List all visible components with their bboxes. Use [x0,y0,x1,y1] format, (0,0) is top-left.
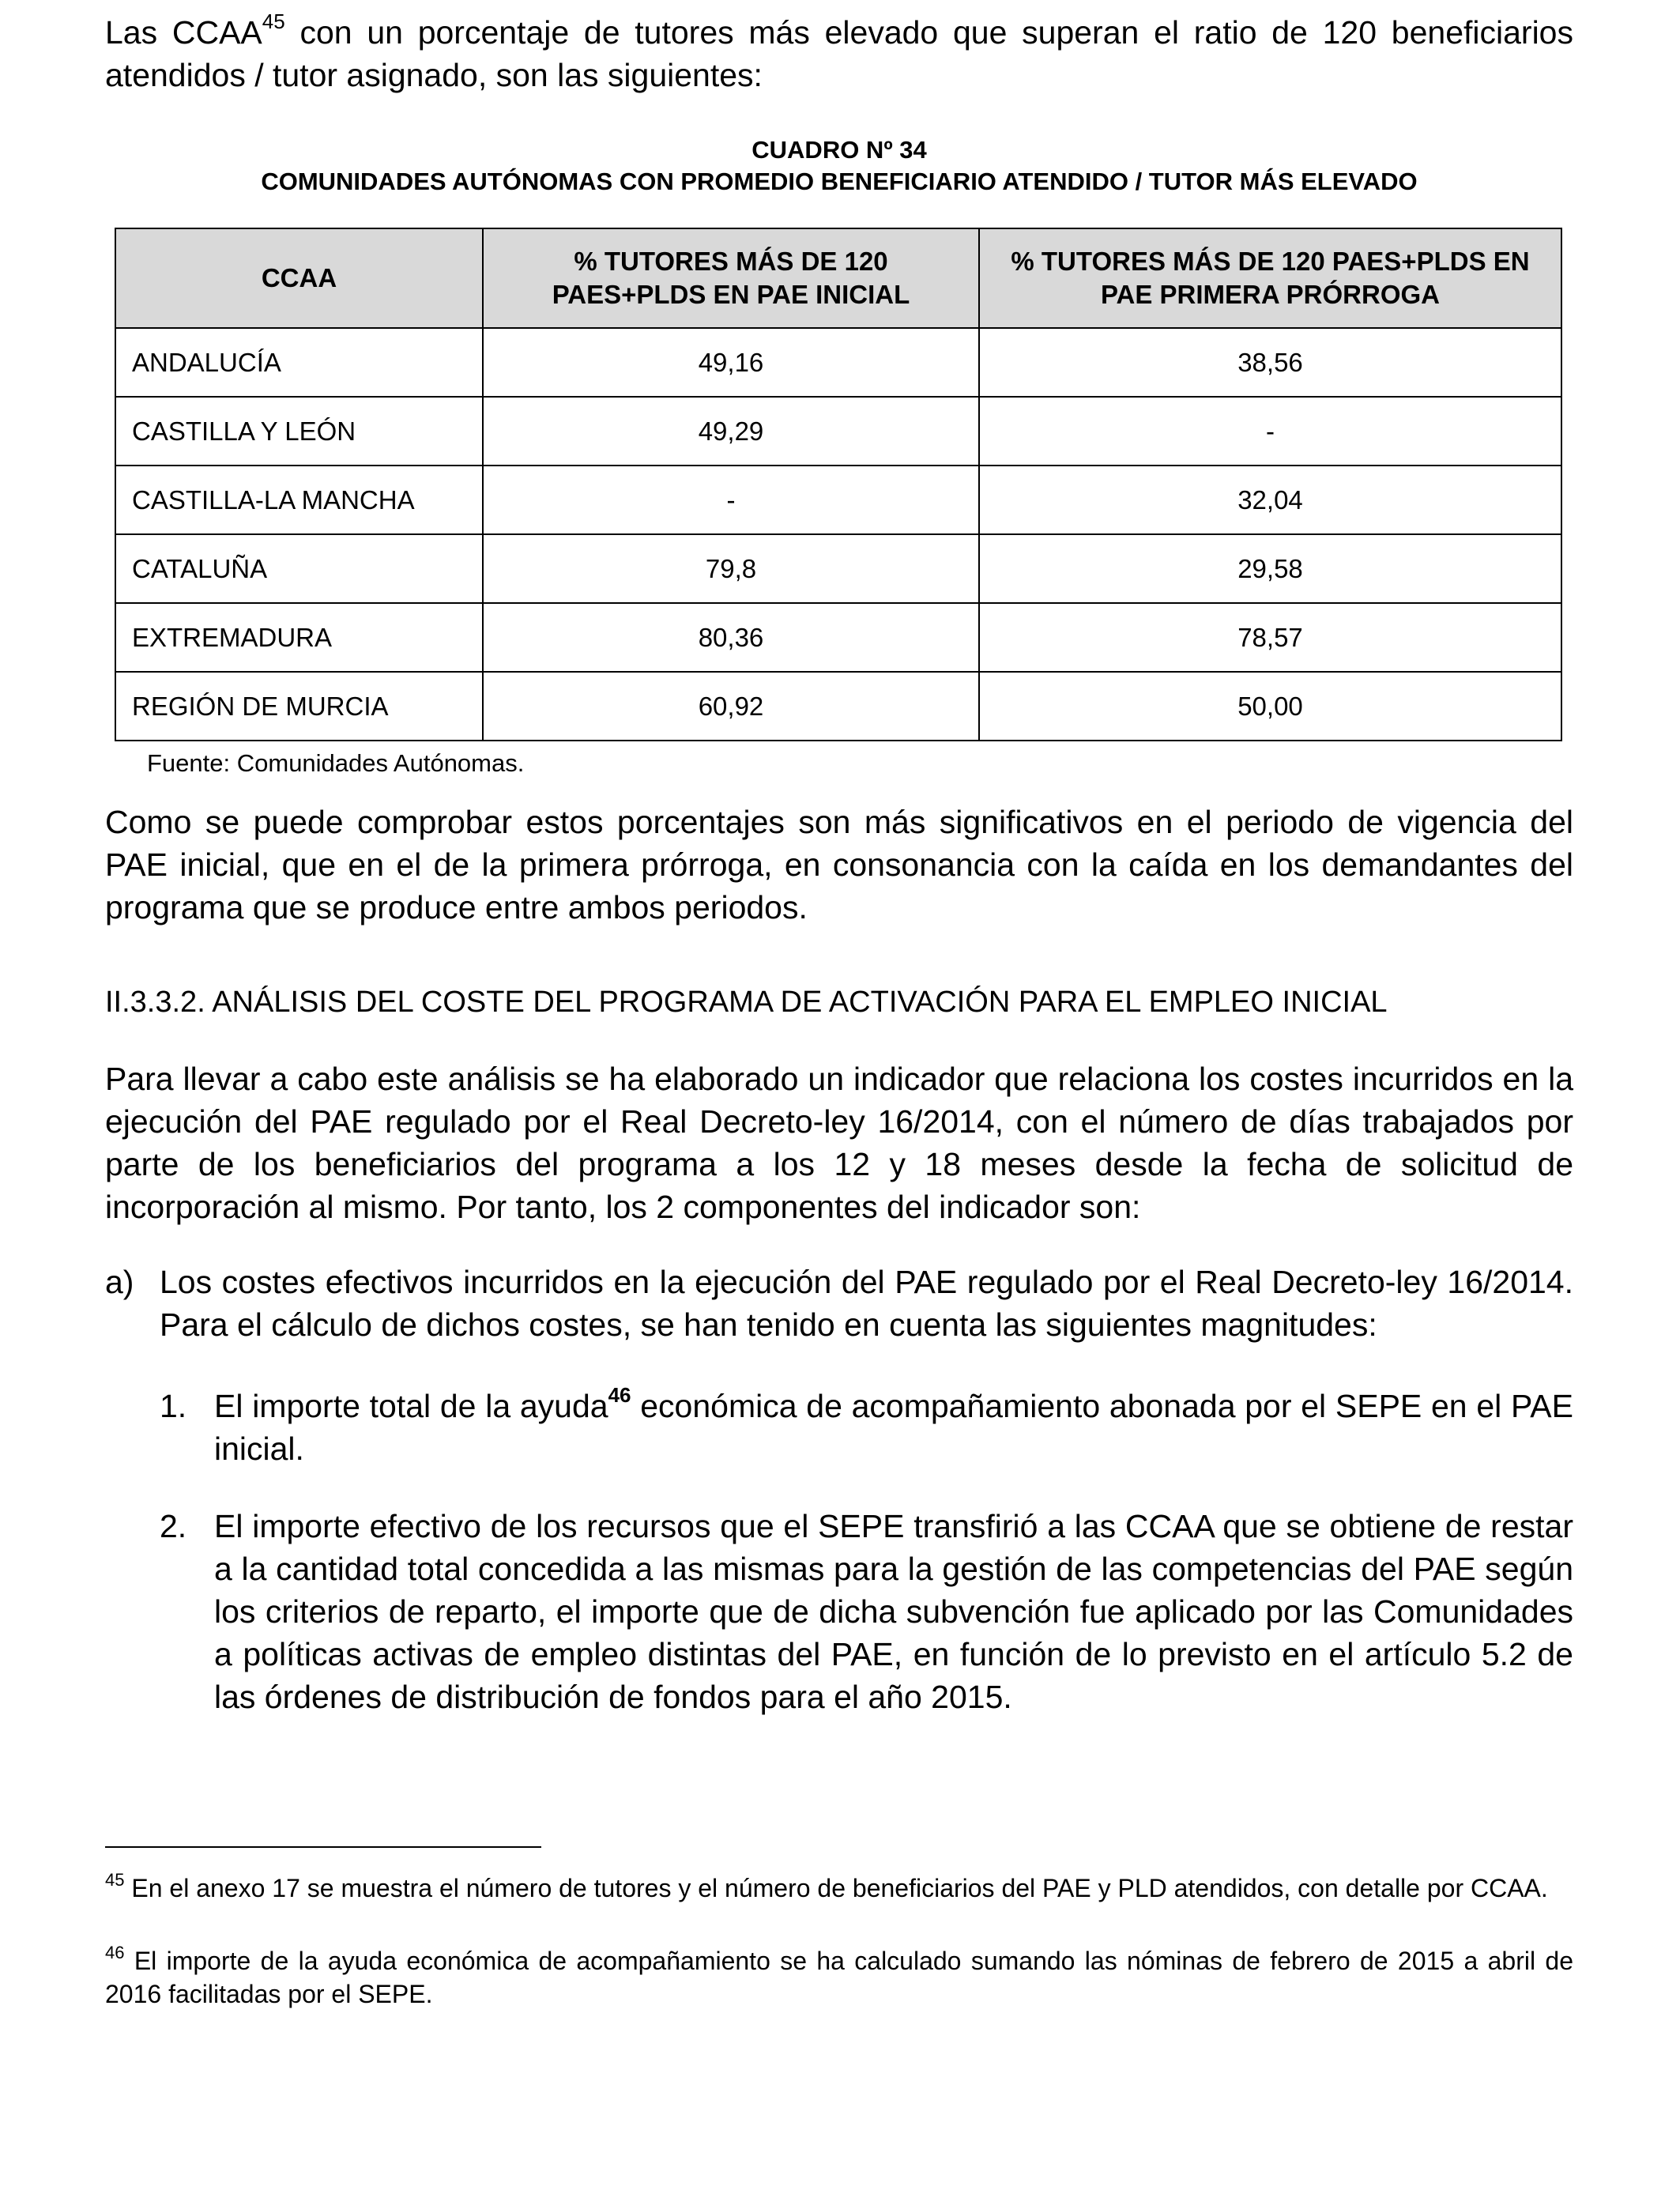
footnote-text-45: En el anexo 17 se muestra el número de tutores y el número de beneficiarios del PAE y PLD atendidos, con detalle por CCAA. [124,1874,1548,1902]
cell-pae-inicial: 79,8 [483,534,979,603]
cell-pae-inicial: 49,29 [483,397,979,466]
cell-pae-inicial: 49,16 [483,328,979,397]
intro-paragraph [105,11,1573,96]
table-source: Fuente: Comunidades Autónomas. [147,749,525,777]
footnote-45 [105,1872,1573,1905]
ccaa-tutor-table [115,228,1562,741]
item-1-text-end: económica de acompañamiento abonada por el SEPE en el PAE inicial. [214,1388,1573,1467]
list-text-1 [214,1385,1573,1470]
cell-pae-inicial: 60,92 [483,672,979,741]
column-header-ccaa: CCAA [115,228,483,328]
list-label-2: 2. [160,1508,187,1544]
column-header-primera-prorroga: % TUTORES MÁS DE 120 PAES+PLDS EN PAE PRIMERA PRÓRROGA [979,228,1561,328]
cell-pae-inicial: - [483,466,979,534]
analysis-paragraph: Para llevar a cabo este análisis se ha elaborado un indicador que relaciona los costes incurridos en la ejecución del PAE regulado por el Real Decreto-ley 16/2014, con el número de días trabajados por parte de los beneficiarios del programa a los 12 y 18 meses desde la fecha de solicitud de incorporación al mismo. Por tanto, los 2 componentes del indicador son: [105,1061,1573,1225]
list-item-a [105,1261,1573,1346]
cell-primera-prorroga: 38,56 [979,328,1561,397]
table-row [115,534,1561,603]
comparison-paragraph: Como se puede comprobar estos porcentajes son más significativos en el periodo de vigencia del PAE inicial, que en el de la primera prórroga, en consonancia con la caída en los demandantes del programa que se produce entre ambos periodos. [105,804,1573,925]
cell-primera-prorroga: 50,00 [979,672,1561,741]
list-item-2 [160,1505,1573,1718]
table-row [115,397,1561,466]
cell-ccaa: CASTILLA Y LEÓN [115,397,483,466]
table-row [115,603,1561,672]
section-heading: II.3.3.2. ANÁLISIS DEL COSTE DEL PROGRAMA DE ACTIVACIÓN PARA EL EMPLEO INICIAL [105,986,1388,1019]
cell-ccaa: REGIÓN DE MURCIA [115,672,483,741]
cell-ccaa: CASTILLA-LA MANCHA [115,466,483,534]
list-label-1: 1. [160,1388,187,1424]
cell-primera-prorroga: 78,57 [979,603,1561,672]
cell-pae-inicial: 80,36 [483,603,979,672]
cell-primera-prorroga: 32,04 [979,466,1561,534]
intro-text-start: Las CCAA [105,14,262,51]
footnote-text-46: El importe de la ayuda económica de acompañamiento se ha calculado sumando las nóminas de febrero de 2015 a abril de 2016 facilitadas por el SEPE. [105,1947,1573,2008]
cell-ccaa: EXTREMADURA [115,603,483,672]
table-header-row [115,228,1561,328]
list-text-2: El importe efectivo de los recursos que el SEPE transfirió a las CCAA que se obtiene de restar a la cantidad total concedida a las mismas para la gestión de las competencias del PAE según los criterios de reparto, el importe que de dicha subvención fue aplicado por las Comunidades a políticas activas de empleo distintas del PAE, en función de lo previsto en el artículo 5.2 de las órdenes de distribución de fondos para el año 2015. [214,1508,1573,1715]
list-text-a: Los costes efectivos incurridos en la ejecución del PAE regulado por el Real Decreto-ley 16/2014. Para el cálculo de dichos costes, se han tenido en cuenta las siguientes magnitudes: [160,1264,1573,1343]
table-row [115,328,1561,397]
footnote-number-46: 46 [105,1943,125,1963]
table-title: COMUNIDADES AUTÓNOMAS CON PROMEDIO BENEFICIARIO ATENDIDO / TUTOR MÁS ELEVADO [261,168,1418,195]
cell-primera-prorroga: - [979,397,1561,466]
cell-primera-prorroga: 29,58 [979,534,1561,603]
footnote-ref-46[interactable]: 46 [608,1383,631,1408]
table-row [115,466,1561,534]
intro-text-end: con un porcentaje de tutores más elevado que superan el ratio de 120 beneficiarios atendidos / tutor asignado, son las siguientes: [105,14,1573,93]
table-row [115,672,1561,741]
footnote-46 [105,1944,1573,2011]
footnote-number-45: 45 [105,1870,125,1891]
table-number: CUADRO Nº 34 [751,136,927,164]
list-label-a: a) [105,1264,134,1300]
column-header-pae-inicial: % TUTORES MÁS DE 120 PAES+PLDS EN PAE INICIAL [483,228,979,328]
footnote-ref-45[interactable]: 45 [262,9,285,34]
cell-ccaa: CATALUÑA [115,534,483,603]
list-item-1 [160,1385,1573,1470]
footnote-separator [105,1846,541,1848]
item-1-text-start: El importe total de la ayuda [214,1388,608,1424]
cell-ccaa: ANDALUCÍA [115,328,483,397]
